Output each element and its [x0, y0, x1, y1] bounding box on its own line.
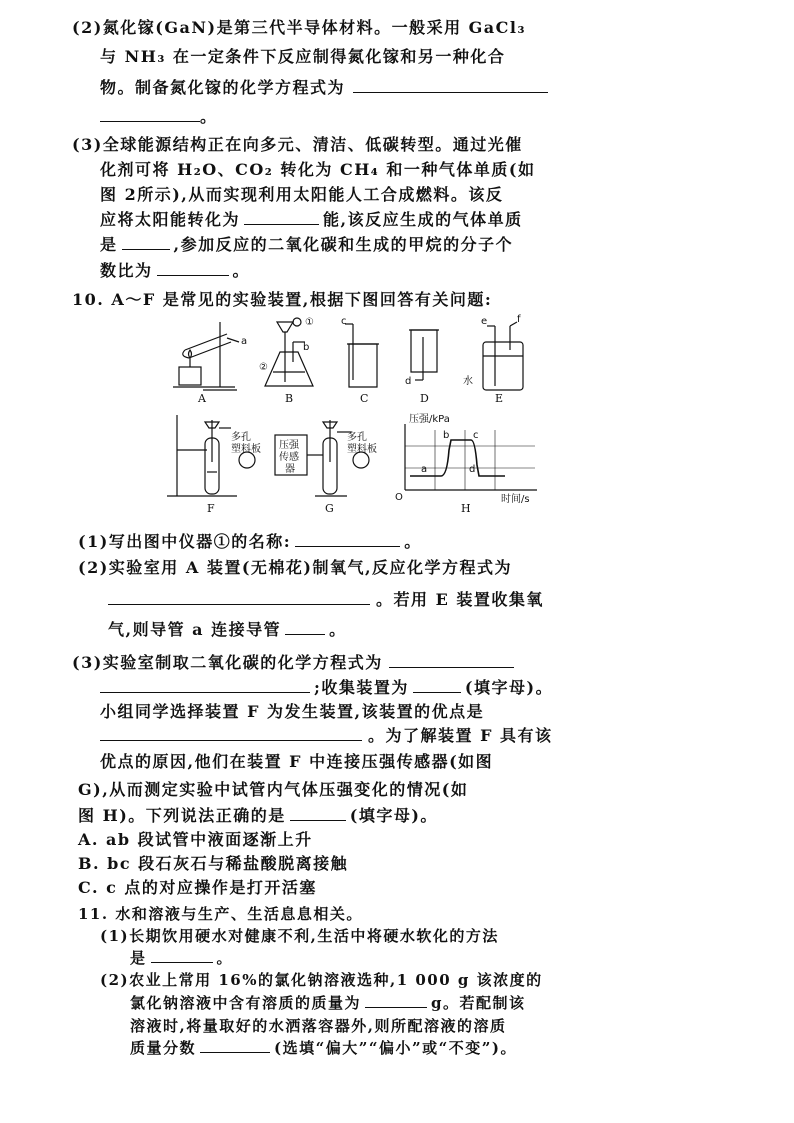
label-f: F	[207, 502, 215, 515]
porous-plate-label-f1: 多孔	[231, 432, 251, 443]
graph-point-c: c	[473, 430, 479, 441]
q9-p3-text: ,参加反应的二氧化碳和生成的甲烷的分子个	[173, 235, 514, 254]
q11-s2-line2	[130, 993, 526, 1013]
q11-s1-text: 是	[130, 949, 147, 967]
answer-blank[interactable]	[200, 1038, 270, 1053]
q10-s2-line3	[108, 620, 347, 640]
tube-label-e: e	[481, 316, 488, 327]
q9-p3-line2: 化剂可将 H₂O、CO₂ 转化为 CH₄ 和一种气体单质(如	[100, 160, 536, 179]
sensor-label-3: 器	[285, 464, 295, 475]
answer-blank[interactable]	[365, 993, 427, 1008]
q11-s2-line4	[130, 1038, 517, 1058]
apparatus-figure-top	[165, 312, 535, 404]
apparatus-d	[409, 330, 439, 380]
label-e: E	[495, 392, 504, 404]
answer-blank[interactable]	[295, 532, 400, 547]
q10-s3-line7	[78, 806, 438, 826]
q11-s2-line1: (2)农业上常用 16%的氯化钠溶液选种,1 000 g 该浓度的	[100, 971, 543, 989]
q10-s1-end: 。	[404, 532, 422, 551]
q9-p3-line5	[100, 235, 513, 255]
q11-s1-line2	[130, 948, 233, 968]
tube-label-c: c	[341, 316, 347, 327]
answer-blank[interactable]	[413, 678, 461, 693]
graph-point-a: a	[421, 464, 428, 475]
tube-label-b: b	[303, 342, 310, 353]
q10-s2-text: 。若用 E 装置收集氧	[376, 590, 544, 609]
tube-label-a: a	[241, 336, 248, 347]
q10-s2-end: 。	[329, 620, 347, 639]
q9-p3-line3: 图 2所示),从而实现利用太阳能人工合成燃料。该反	[100, 185, 504, 204]
q9-p3-text: 数比为	[100, 261, 153, 280]
label-c: C	[360, 392, 369, 404]
q10-s3-line2	[100, 678, 553, 698]
q10-s3-text: 。为了解装置 F 具有该	[368, 726, 553, 745]
apparatus-a	[173, 322, 239, 390]
q10-s3-text: (填字母)。	[349, 806, 438, 825]
q9-p3-line4	[100, 210, 523, 230]
graph-y-label: 压强/kPa	[409, 414, 450, 425]
q10-option-b: B. bc 段石灰石与稀盐酸脱离接触	[78, 854, 349, 873]
q10-s3-line4	[100, 726, 553, 746]
answer-blank[interactable]	[285, 620, 325, 635]
label-g: G	[325, 502, 334, 515]
q9-p2-line2: 与 NH₃ 在一定条件下反应制得氮化镓和另一种化合	[100, 47, 506, 66]
q11-s2-text: 质量分数	[130, 1039, 197, 1057]
q9-p3-text: 。	[232, 261, 251, 280]
graph-point-b: b	[443, 430, 450, 441]
answer-blank[interactable]	[157, 261, 229, 276]
q9-p3-line6	[100, 261, 250, 281]
answer-blank[interactable]	[244, 210, 319, 225]
porous-plate-label-g1: 多孔	[347, 432, 367, 443]
q11-s2-line3: 溶液时,将量取好的水洒落容器外,则所配溶液的溶质	[130, 1017, 507, 1035]
q9-p3-text: 能,该反应生成的气体单质	[323, 210, 523, 229]
q10-s1	[78, 532, 422, 552]
q11-s1-line1: (1)长期饮用硬水对健康不利,生活中将硬水软化的方法	[100, 927, 499, 945]
porous-plate-label-f2: 塑料板	[231, 444, 261, 455]
answer-blank[interactable]	[290, 806, 346, 821]
q9-p3-text: 应将太阳能转化为	[100, 210, 241, 229]
q10-option-c: C. c 点的对应操作是打开活塞	[78, 878, 317, 897]
sensor-label-2: 传感	[279, 452, 299, 463]
q10-s3-line5: 优点的原因,他们在装置 F 中连接压强传感器(如图	[100, 752, 494, 771]
q9-p2-line3	[100, 78, 548, 98]
apparatus-e	[483, 322, 523, 390]
q11-stem: 11. 水和溶液与生产、生活息息相关。	[78, 905, 363, 923]
answer-blank[interactable]	[100, 678, 310, 693]
q10-stem: 10. A～F 是常见的实验装置,根据下图回答有关问题:	[72, 290, 493, 309]
graph-x-label: 时间/s	[501, 494, 530, 505]
q11-s2-text: (选填“偏大”“偏小”或“不变”)。	[274, 1039, 517, 1057]
label-d: D	[420, 392, 429, 404]
q10-s2-line1: (2)实验室用 A 装置(无棉花)制氧气,反应化学方程式为	[78, 558, 513, 577]
q10-s3-line3: 小组同学选择装置 F 为发生装置,该装置的优点是	[100, 702, 485, 721]
porous-plate-label-g2: 塑料板	[347, 444, 377, 455]
q10-s2-line2	[108, 590, 544, 610]
pressure-graph-h	[405, 424, 537, 490]
answer-blank[interactable]	[151, 948, 213, 963]
label-a: A	[198, 392, 206, 404]
q9-p2-line4	[100, 107, 218, 127]
answer-blank[interactable]	[100, 726, 362, 741]
tube-label-d: d	[405, 376, 412, 387]
q11-s1-end: 。	[216, 949, 234, 967]
q10-s3-text: (填字母)。	[464, 678, 554, 697]
label-b: B	[285, 392, 294, 404]
q9-p3-line1: (3)全球能源结构正在向多元、清洁、低碳转型。通过光催	[72, 135, 523, 154]
answer-blank[interactable]	[389, 653, 514, 668]
graph-point-d: d	[469, 464, 476, 475]
label-h: H	[461, 502, 471, 515]
q11-s2-text: 氯化钠溶液中含有溶质的质量为	[130, 994, 362, 1012]
q10-option-a: A. ab 段试管中液面逐渐上升	[78, 830, 313, 849]
q9-p2-end: 。	[200, 107, 218, 126]
label-water: 水	[463, 376, 473, 387]
answer-blank[interactable]	[122, 235, 170, 250]
q10-s2-text: 气,则导管 a 连接导管	[108, 620, 282, 639]
q10-s3-line6: G),从而测定实验中试管内气体压强变化的情况(如	[78, 780, 469, 799]
q10-s3-text: ;收集装置为	[314, 678, 409, 697]
answer-blank[interactable]	[108, 590, 370, 605]
apparatus-c	[345, 324, 379, 387]
q9-p2-text: 物。制备氮化镓的化学方程式为	[100, 78, 346, 97]
apparatus-f	[167, 415, 255, 496]
answer-blank[interactable]	[353, 78, 548, 93]
q10-s3-text: 图 H)。下列说法正确的是	[78, 806, 286, 825]
q11-s2-text: g。若配制该	[431, 994, 526, 1012]
apparatus-figure-bottom	[165, 410, 540, 515]
q9-p3-text: 是	[100, 235, 118, 254]
label-circle-1: ①	[305, 317, 314, 328]
q9-p2-line1: (2)氮化镓(GaN)是第三代半导体材料。一般采用 GaCl₃	[72, 18, 526, 37]
q10-s3-line1	[72, 653, 514, 673]
q10-s1-text: (1)写出图中仪器①的名称:	[78, 532, 292, 551]
sensor-label-1: 压强	[279, 440, 299, 451]
label-circle-2: ②	[259, 362, 268, 373]
q10-s3-text: (3)实验室制取二氧化碳的化学方程式为	[72, 653, 383, 672]
answer-blank[interactable]	[100, 107, 200, 122]
tube-label-f: f	[517, 314, 521, 325]
graph-origin: O	[395, 492, 403, 503]
